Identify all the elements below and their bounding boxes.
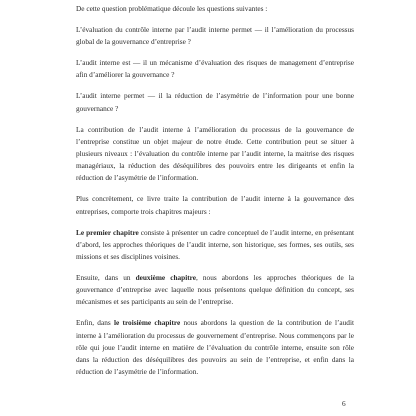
page-number: 6 <box>342 399 346 408</box>
chapter-2-lead: Ensuite, dans un <box>76 273 136 283</box>
chapter-1-text: consiste à présenter un cadre conceptuel de l’audit interne, en présentant d’abord, les approches théoriques de l’audit interne, son historique, ses formes, ses outils, ses missions et ses disciplines voisines. <box>76 227 354 262</box>
concretement-paragraph: Plus concrètement, ce livre traite la contribution de l’audit interne à la gouvernance des entreprises, comporte trois chapitres majeurs : <box>76 194 354 216</box>
chapter-2-paragraph <box>76 272 354 309</box>
question-2: L’audit interne est — il un mécanisme d’évaluation des risques de management d’entreprise afin d’améliorer la gouvernance ? <box>76 58 354 80</box>
chapter-3-label: le troisième chapitre <box>113 318 181 328</box>
contribution-paragraph: La contribution de l’audit interne à l’amélioration du processus de la gouvernance de l’entreprise constitue un objet majeur de notre étude. Cette contribution peut se situer à plusieurs niveaux : l’évaluation du contrôle interne par l’audit interne, la maitrise des risques managériaux, la réduction des déséquilibres des pouvoirs entre les dirigeants et enfin la réduction de l’asymétrie de l’information. <box>76 124 354 183</box>
question-1: L’évaluation du contrôle interne par l’audit interne permet — il l’amélioration du processus global de la gouvernance d’entreprise ? <box>76 25 354 47</box>
chapter-3-text: nous abordons la question de la contribution de l’audit interne à l’amélioration du processus de gouvernement d’entreprise. Nous commençons par le rôle qui joue l’audit interne en matière de l’évaluation du contrôle interne, ensuite son rôle dans la réduction des déséquilibres des pouvoirs au sein de l’entreprise, et enfin dans la réduction de l’asymétrie de l’information. <box>76 318 355 377</box>
page-body <box>76 3 354 387</box>
intro-paragraph: De cette question problématique découle les questions suivantes : <box>76 4 268 13</box>
chapter-2-label: deuxième chapitre <box>135 273 197 283</box>
chapter-2-text: , nous abordons les approches théoriques de la gouvernance d’entreprise avec laquelle nous présentons quelque définition du concept, ses mécanismes et ses participants au sein de l’entreprise. <box>76 273 354 307</box>
chapter-3-lead: Enfin, dans <box>76 318 114 328</box>
chapter-3-paragraph <box>76 317 354 378</box>
chapter-1-label: Le premier chapitre <box>76 227 139 237</box>
question-3: L’audit interne permet — il la réduction de l’asymétrie de l’information pour une bonne gouvernance ? <box>76 91 354 113</box>
chapter-1-paragraph <box>76 227 354 264</box>
